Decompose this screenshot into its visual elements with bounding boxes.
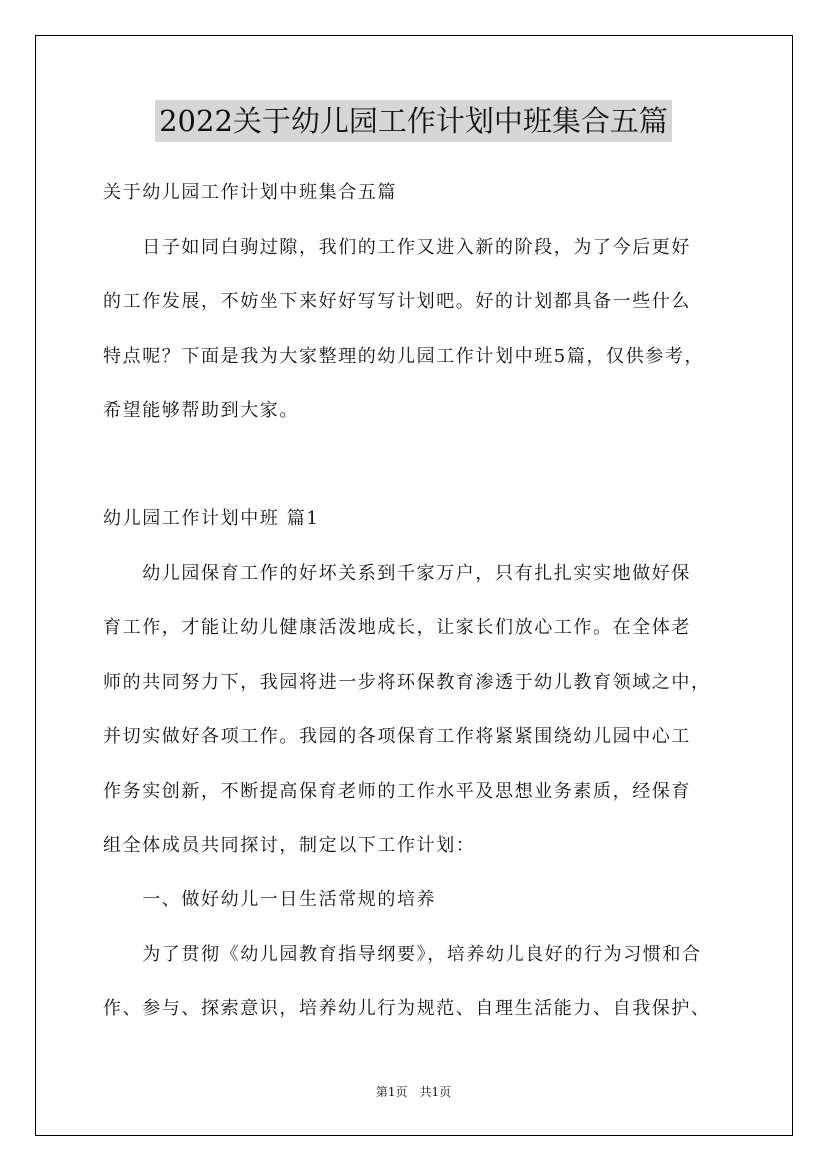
section-line-3: 师的共同努力下，我园将进一步将环保教育渗透于幼儿教育领域之中，	[103, 672, 711, 693]
document-subtitle: 关于幼儿园工作计划中班集合五篇	[103, 182, 397, 203]
intro-line-4: 希望能够帮助到大家。	[103, 400, 299, 421]
subheading: 一、做好幼儿一日生活常规的培养	[103, 889, 437, 910]
intro-line-2: 的工作发展，不妨坐下来好好写写计划吧。好的计划都具备一些什么	[103, 291, 691, 312]
title-container	[0, 100, 827, 142]
section-line-1: 幼儿园保育工作的好坏关系到千家万户，只有扎扎实实地做好保	[103, 563, 691, 584]
section-heading: 幼儿园工作计划中班 篇1	[103, 508, 320, 529]
section-line-4: 并切实做好各项工作。我园的各项保育工作将紧紧围绕幼儿园中心工	[103, 726, 691, 747]
document-title: 2022关于幼儿园工作计划中班集合五篇	[155, 100, 672, 142]
intro-line-3: 特点呢？下面是我为大家整理的幼儿园工作计划中班5篇，仅供参考，	[103, 346, 705, 367]
intro-line-1: 日子如同白驹过隙，我们的工作又进入新的阶段，为了今后更好	[103, 237, 691, 258]
page-footer: 第1页 共1页	[375, 1085, 452, 1099]
tail-line-1: 为了贯彻《幼儿园教育指导纲要》，培养幼儿良好的行为习惯和合	[103, 944, 702, 965]
section-line-5: 作务实创新，不断提高保育老师的工作水平及思想业务素质，经保育	[103, 781, 691, 802]
section-line-6: 组全体成员共同探讨，制定以下工作计划：	[103, 835, 476, 856]
section-line-2: 育工作，才能让幼儿健康活泼地成长，让家长们放心工作。在全体老	[103, 617, 691, 638]
tail-line-2: 作、参与、探索意识，培养幼儿行为规范、自理生活能力、自我保护、	[103, 998, 711, 1019]
